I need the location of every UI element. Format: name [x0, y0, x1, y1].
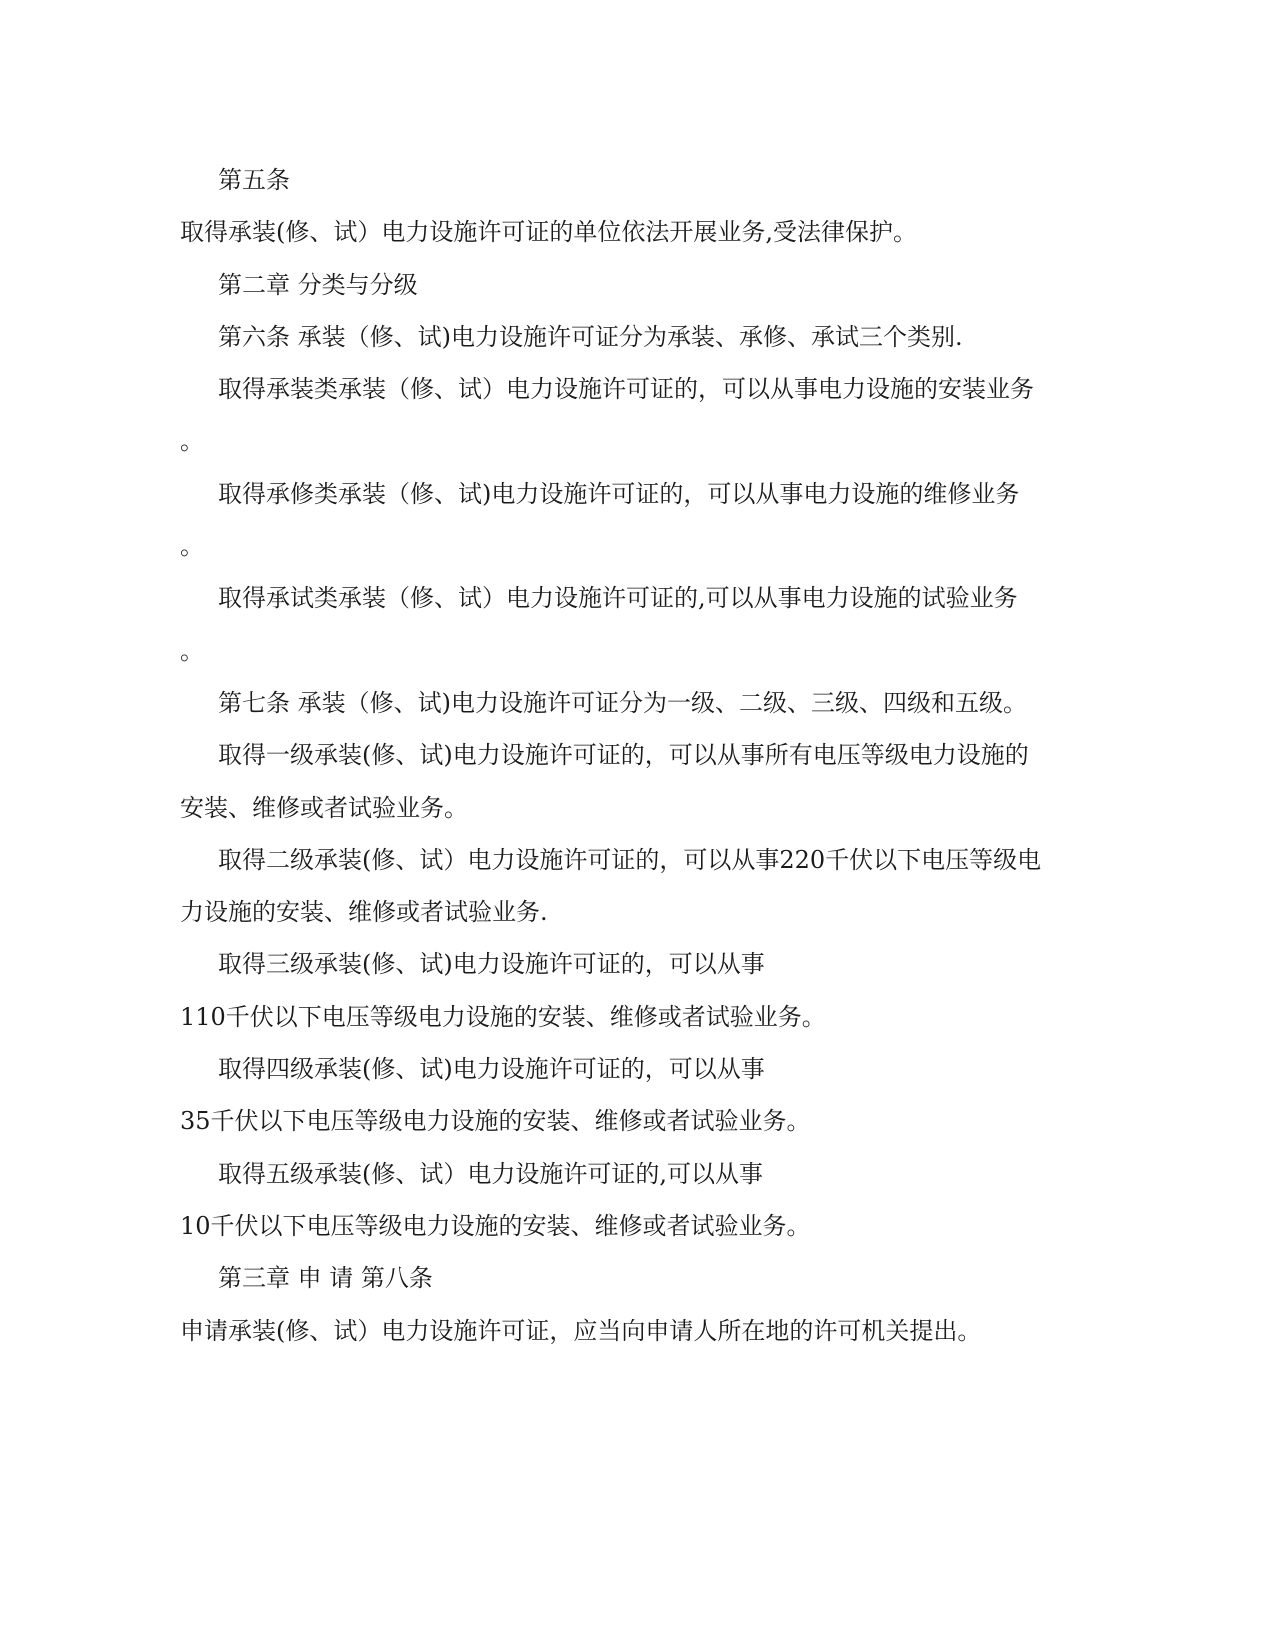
- paragraph-line: 取得三级承装(修、试)电力设施许可证的，可以从事: [218, 950, 765, 979]
- paragraph-line: 10千伏以下电压等级电力设施的安装、维修或者试验业务。: [180, 1211, 811, 1240]
- paragraph-line: 。: [180, 427, 204, 456]
- paragraph-line: 取得二级承装(修、试）电力设施许可证的，可以从事220千伏以下电压等级电: [218, 845, 1042, 874]
- paragraph-line: 申请承装(修、试）电力设施许可证，应当向申请人所在地的许可机关提出。: [180, 1316, 982, 1345]
- paragraph-line: 35千伏以下电压等级电力设施的安装、维修或者试验业务。: [180, 1107, 811, 1136]
- paragraph-line: 取得承装类承装（修、试）电力设施许可证的，可以从事电力设施的安装业务: [218, 375, 1034, 404]
- chapter-3-heading: 第三章 申 请 第八条: [218, 1264, 433, 1293]
- paragraph-line: 取得承试类承装（修、试）电力设施许可证的,可以从事电力设施的试验业务: [218, 584, 1018, 613]
- paragraph-line: 取得一级承装(修、试)电力设施许可证的，可以从事所有电压等级电力设施的: [218, 741, 1029, 770]
- paragraph-line: 安装、维修或者试验业务。: [180, 793, 468, 822]
- paragraph-line: 。: [180, 636, 204, 665]
- document-body: [180, 162, 1060, 1365]
- chapter-2-heading: 第二章 分类与分级: [218, 270, 418, 299]
- paragraph-line: 110千伏以下电压等级电力设施的安装、维修或者试验业务。: [180, 1002, 826, 1031]
- article-5-heading: 第五条: [218, 166, 290, 194]
- paragraph-line: 取得承修类承装（修、试)电力设施许可证的，可以从事电力设施的维修业务: [218, 479, 1020, 508]
- article-6-line: 第六条 承装（修、试)电力设施许可证分为承装、承修、承试三个类别.: [218, 322, 963, 351]
- article-7-line: 第七条 承装（修、试)电力设施许可证分为一级、二级、三级、四级和五级。: [218, 688, 1027, 717]
- paragraph-line: 。: [180, 532, 204, 561]
- paragraph-line: 取得五级承装(修、试）电力设施许可证的,可以从事: [218, 1159, 763, 1188]
- paragraph-line: 取得四级承装(修、试)电力设施许可证的，可以从事: [218, 1055, 765, 1084]
- paragraph-line: 取得承装(修、试）电力设施许可证的单位依法开展业务,受法律保护。: [180, 218, 917, 247]
- paragraph-line: 力设施的安装、维修或者试验业务.: [180, 898, 548, 927]
